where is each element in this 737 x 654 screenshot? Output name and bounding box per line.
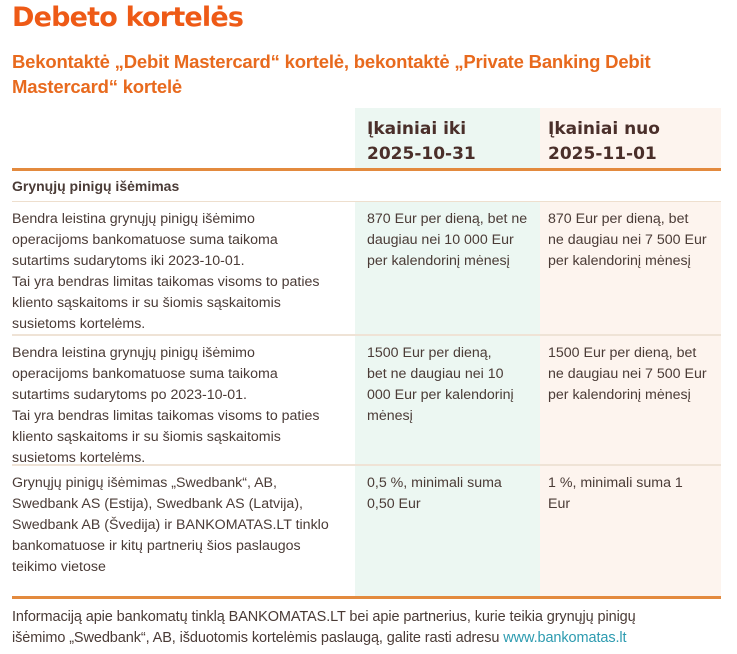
text-line: daugiau nei 10 000 Eur — [367, 232, 514, 248]
text-line: 0,5 %, minimali suma — [367, 475, 502, 491]
row-description — [12, 336, 355, 464]
table-row — [12, 466, 721, 599]
row-new-price — [540, 336, 721, 464]
text-line: mėnesį — [367, 408, 413, 424]
table-row — [12, 336, 721, 466]
pricing-table — [12, 108, 721, 599]
footer-line-2 — [12, 628, 727, 649]
text-line: kliento sąskaitoms ir su šiomis sąskaitomis — [12, 429, 281, 445]
row-old-price — [355, 466, 540, 596]
header-cell-prices-until — [355, 108, 540, 168]
text-line: per kalendorinį mėnesį — [548, 387, 691, 403]
text-line: per kalendorinį mėnesį — [367, 253, 510, 269]
page-subtitle: Bekontaktė „Debit Mastercard“ kortelė, bekontaktė „Private Banking Debit Mastercard“ kortelė — [12, 51, 651, 97]
text-line: Tai yra bendras limitas taikomas visoms to paties — [12, 274, 320, 290]
text-line: Tai yra bendras limitas taikomas visoms to paties — [12, 408, 320, 424]
row-old-price — [355, 336, 540, 464]
header-date: 2025-10-31 — [367, 144, 476, 164]
row-new-price — [540, 466, 721, 596]
bankomatas-link[interactable]: www.bankomatas.lt — [503, 630, 627, 646]
row-new-price — [540, 202, 721, 334]
text-line: 000 Eur per kalendorinį — [367, 387, 514, 403]
text-line: 1500 Eur per dieną, — [367, 345, 492, 361]
section-row — [12, 171, 721, 202]
text-line: Bendra leistina grynųjų pinigų išėmimo — [12, 345, 255, 361]
row-old-price — [355, 202, 540, 334]
text-line: teikimo vietose — [12, 559, 106, 575]
header-date: 2025-11-01 — [548, 144, 657, 164]
footer-line-1: Informaciją apie bankomatų tinklą BANKOMATAS.LT bei apie partnerius, kurie teikia grynųjų pinigų — [12, 609, 636, 625]
footer-line-2-text: išėmimo „Swedbank“, AB, išduotomis kortelėmis paslaugą, galite rasti adresu — [12, 630, 504, 646]
text-line: ne daugiau nei 7 500 Eur — [548, 366, 707, 382]
text-line: susietoms kortelėms. — [12, 316, 146, 332]
text-line: 870 Eur per dieną, bet — [548, 211, 689, 227]
row-description — [12, 466, 355, 596]
table-header-row — [12, 108, 721, 171]
text-line: 0,50 Eur — [367, 496, 421, 512]
text-line: Bendra leistina grynųjų pinigų išėmimo — [12, 211, 255, 227]
text-line: 870 Eur per dieną, bet ne — [367, 211, 528, 227]
footer-note — [12, 607, 727, 649]
text-line: 1500 Eur per dieną, bet — [548, 345, 697, 361]
header-label: Įkainiai iki — [367, 119, 467, 139]
text-line: kliento sąskaitoms ir su šiomis sąskaitomis — [12, 295, 281, 311]
text-line: Eur — [548, 496, 571, 512]
page-title: Debeto kortelės — [12, 2, 244, 33]
header-cell-empty — [12, 108, 355, 168]
header-cell-prices-from — [540, 108, 721, 168]
text-line: sutartims sudarytoms po 2023-10-01. — [12, 387, 247, 403]
section-title: Grynųjų pinigų išėmimas — [12, 178, 180, 194]
text-line: susietoms kortelėms. — [12, 450, 146, 466]
section-spacer — [540, 171, 721, 201]
text-line: Grynųjų pinigų išėmimas „Swedbank“, AB, — [12, 475, 277, 491]
text-line: Swedbank AB (Švedija) ir BANKOMATAS.LT tinklo — [12, 517, 329, 533]
section-spacer — [355, 171, 540, 201]
text-line: sutartims sudarytoms iki 2023-10-01. — [12, 253, 245, 269]
text-line: per kalendorinį mėnesį — [548, 253, 691, 269]
header-label: Įkainiai nuo — [548, 119, 660, 139]
row-description — [12, 202, 355, 334]
text-line: operacijoms bankomatuose suma taikoma — [12, 232, 278, 248]
text-line: bet ne daugiau nei 10 — [367, 366, 504, 382]
text-line: operacijoms bankomatuose suma taikoma — [12, 366, 278, 382]
text-line: ne daugiau nei 7 500 Eur — [548, 232, 707, 248]
table-row — [12, 202, 721, 336]
text-line: bankomatuose ir kitų partnerių šios paslaugos — [12, 538, 301, 554]
text-line: 1 %, minimali suma 1 — [548, 475, 683, 491]
text-line: Swedbank AS (Estija), Swedbank AS (Latvija), — [12, 496, 303, 512]
